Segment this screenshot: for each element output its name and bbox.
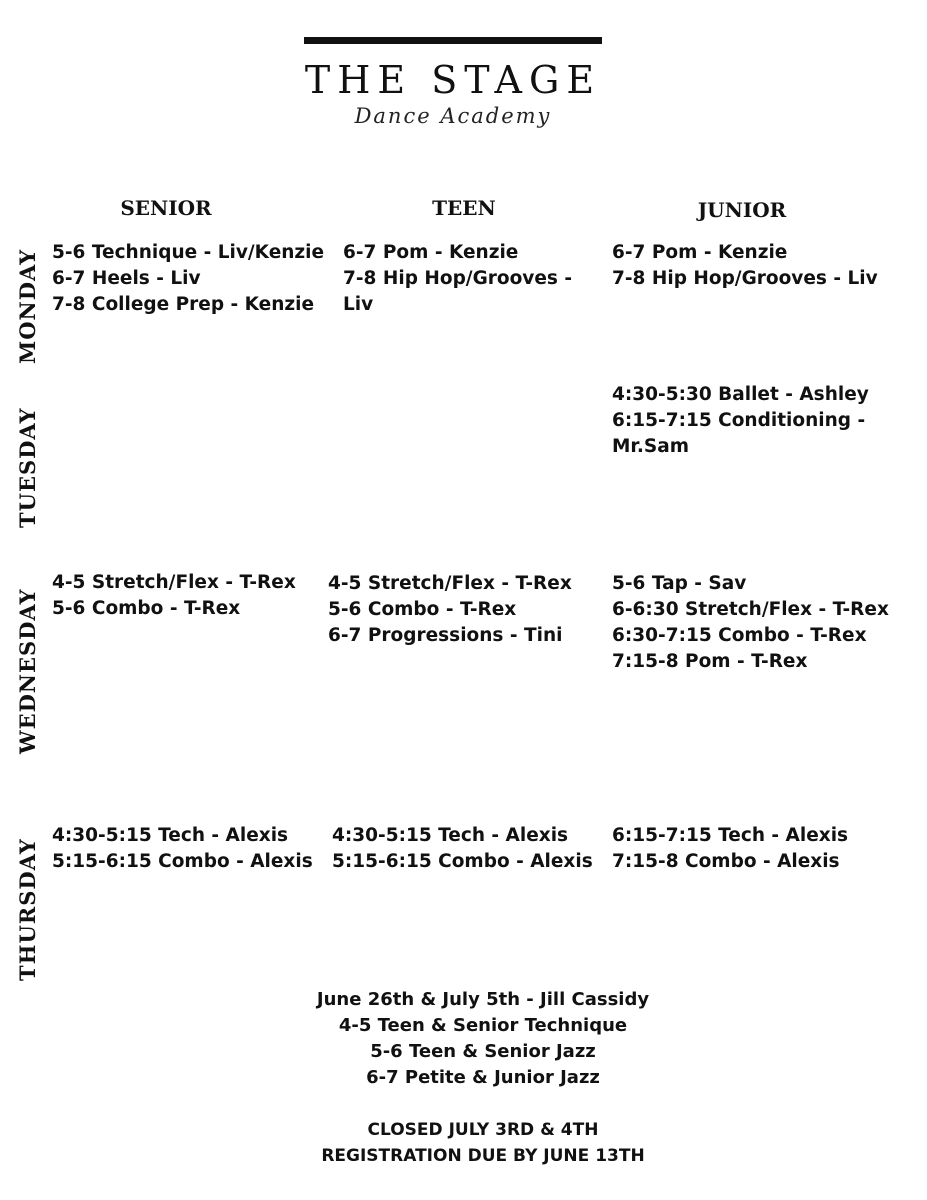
workshop-line: June 26th & July 5th - Jill Cassidy bbox=[316, 989, 650, 1010]
column-header-junior: JUNIOR bbox=[697, 198, 787, 222]
class-entry: 5-6 Tap - Sav bbox=[612, 573, 747, 594]
class-entry: 4-5 Stretch/Flex - T-Rex bbox=[328, 573, 572, 594]
class-entry: 5:15-6:15 Combo - Alexis bbox=[52, 851, 313, 872]
class-entry: 5:15-6:15 Combo - Alexis bbox=[332, 851, 593, 872]
wednesday-teen-classes bbox=[328, 571, 572, 649]
thursday-senior-classes bbox=[52, 823, 313, 875]
class-entry: 6:15-7:15 Conditioning - bbox=[612, 410, 866, 431]
column-header-senior: SENIOR bbox=[120, 196, 212, 220]
class-entry: 4:30-5:30 Ballet - Ashley bbox=[612, 384, 869, 405]
registration-notice: REGISTRATION DUE BY JUNE 13TH bbox=[321, 1146, 645, 1166]
day-label-monday: MONDAY bbox=[15, 248, 40, 364]
class-entry: 7-8 College Prep - Kenzie bbox=[52, 294, 315, 315]
tuesday-junior-classes bbox=[612, 382, 869, 460]
class-entry: 4:30-5:15 Tech - Alexis bbox=[332, 825, 569, 846]
thursday-junior-classes bbox=[612, 823, 848, 875]
class-entry: 7-8 Hip Hop/Grooves - Liv bbox=[612, 268, 878, 289]
workshop-line: 4-5 Teen & Senior Technique bbox=[338, 1015, 628, 1036]
header-rule bbox=[304, 37, 602, 44]
class-entry: 7:15-8 Pom - T-Rex bbox=[612, 651, 808, 672]
brand-subtitle: Dance Academy bbox=[354, 104, 552, 128]
class-entry: 7:15-8 Combo - Alexis bbox=[612, 851, 840, 872]
class-entry: 6-7 Pom - Kenzie bbox=[343, 242, 519, 263]
class-entry: 6-7 Pom - Kenzie bbox=[612, 242, 788, 263]
column-header-teen: TEEN bbox=[432, 196, 496, 220]
class-entry: 5-6 Combo - T-Rex bbox=[52, 598, 241, 619]
class-entry: 4:30-5:15 Tech - Alexis bbox=[52, 825, 289, 846]
class-entry: 6-7 Progressions - Tini bbox=[328, 625, 563, 646]
class-entry: 5-6 Combo - T-Rex bbox=[328, 599, 517, 620]
day-label-wednesday: WEDNESDAY bbox=[15, 588, 40, 754]
special-workshop bbox=[230, 987, 736, 1091]
class-entry: 6:15-7:15 Tech - Alexis bbox=[612, 825, 849, 846]
workshop-line: 5-6 Teen & Senior Jazz bbox=[370, 1041, 596, 1062]
day-label-tuesday: TUESDAY bbox=[15, 407, 40, 528]
class-entry: Liv bbox=[343, 294, 374, 315]
class-entry: 4-5 Stretch/Flex - T-Rex bbox=[52, 572, 296, 593]
class-entry: 5-6 Technique - Liv/Kenzie bbox=[52, 242, 325, 263]
thursday-teen-classes bbox=[332, 823, 593, 875]
brand-title: THE STAGE bbox=[304, 58, 602, 102]
class-entry: 6-6:30 Stretch/Flex - T-Rex bbox=[612, 599, 889, 620]
monday-junior-classes bbox=[612, 240, 878, 292]
class-entry: 6-7 Heels - Liv bbox=[52, 268, 201, 289]
notices bbox=[230, 1117, 736, 1169]
class-entry: 6:30-7:15 Combo - T-Rex bbox=[612, 625, 867, 646]
monday-senior-classes bbox=[52, 240, 324, 318]
workshop-line: 6-7 Petite & Junior Jazz bbox=[366, 1067, 600, 1088]
wednesday-junior-classes bbox=[612, 571, 889, 675]
day-label-thursday: THURSDAY bbox=[15, 838, 40, 981]
monday-teen-classes bbox=[343, 240, 572, 318]
wednesday-senior-classes bbox=[52, 570, 296, 622]
class-entry: Mr.Sam bbox=[612, 436, 690, 457]
closed-notice: CLOSED JULY 3RD & 4TH bbox=[367, 1120, 599, 1140]
class-entry: 7-8 Hip Hop/Grooves - bbox=[343, 268, 573, 289]
